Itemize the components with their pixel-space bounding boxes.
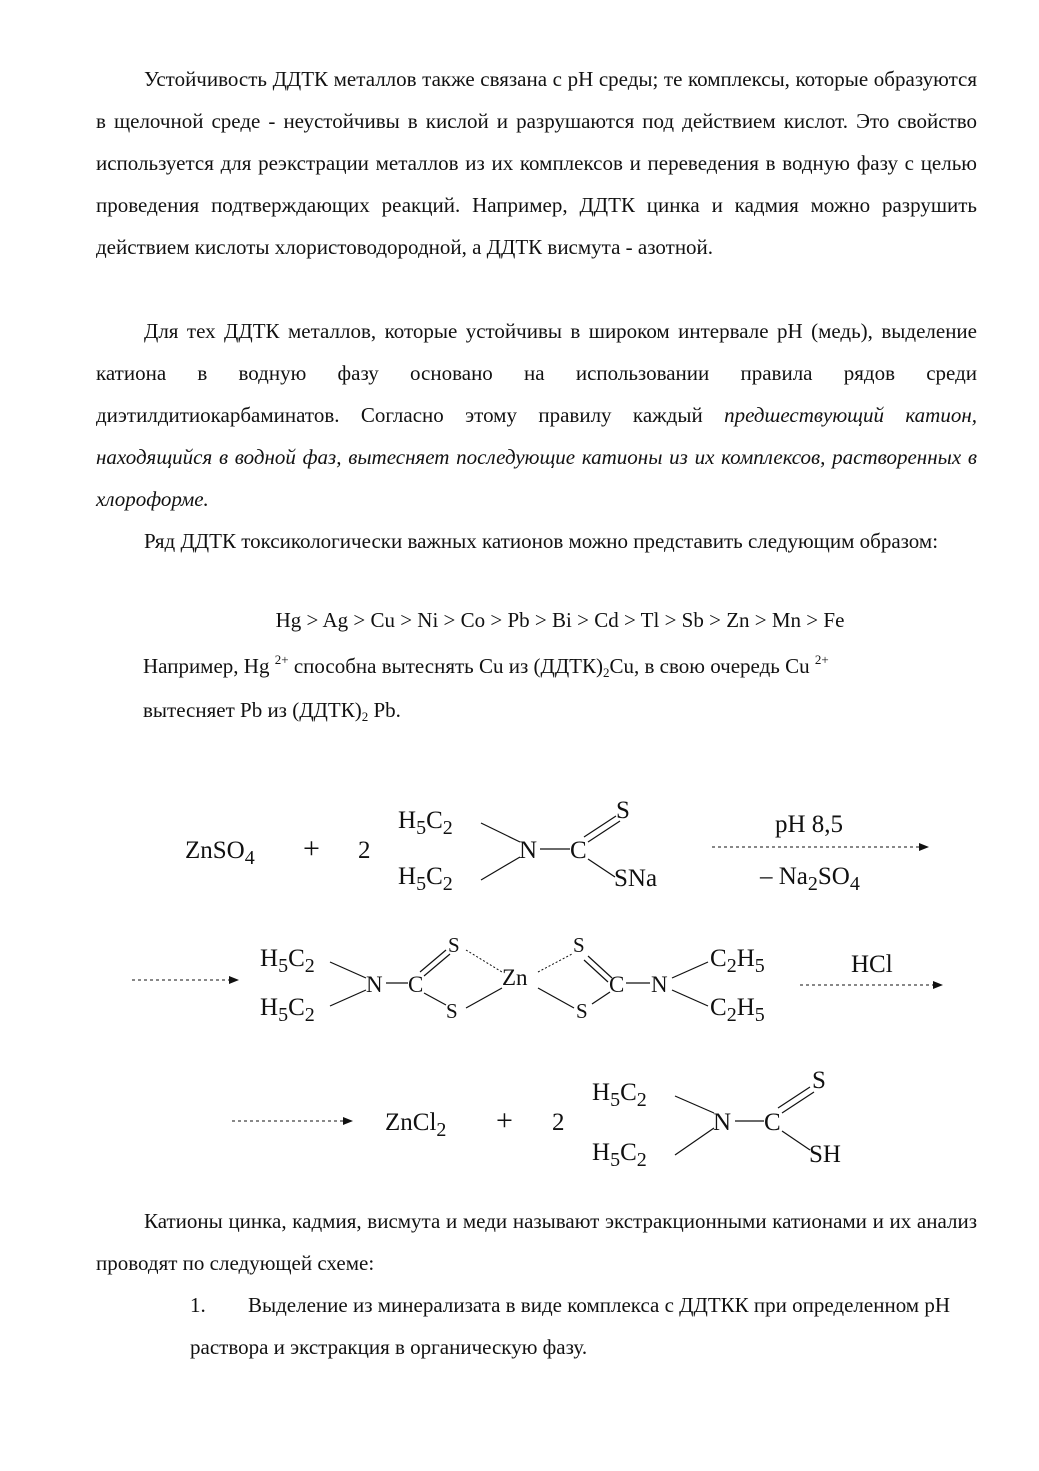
paragraph-series-rule-text: Для тех ДДТК металлов, которые устойчивы в широком интервале pH (медь), выделение катиона в водную фазу основано на использовании правила рядов среди диэтилдитиокарбаминатов. Согласно этому правилу каждый — [96, 319, 977, 427]
bond-line — [481, 857, 520, 880]
nitrogen-atom: N — [519, 837, 538, 864]
bond-line — [672, 990, 708, 1006]
paragraph-stability-text: Устойчивость ДДТК металлов также связана с pH среды; те комплексы, которые образуются в щелочной среде - неустойчивы в кислой и разрушаются под действием кислот. Это свойство используется для реэкстрации металлов из их комплексов и переведения в водную фазу с целью проведения подтверждающих реакций. Например, ДДТК цинка и кадмия можно разрушить действием кислоты хлористоводородной, а ДДТК висмута - азотной. — [96, 67, 977, 259]
reaction-scheme — [0, 770, 1039, 1190]
sulfur-atom: S — [446, 999, 458, 1023]
sh-group: SH — [809, 1141, 841, 1168]
ethyl-group-5: $C_2H_5$ — [710, 945, 765, 977]
minus-na2so4: – $Na_2SO_4$ — [760, 863, 860, 895]
example-line-2: вытесняет Pb из $(ДДТК)_2$ Pb. — [143, 698, 401, 724]
ethyl-group-3: $H_5C_2$ — [260, 945, 315, 977]
cation-series: Hg > Ag > Cu > Ni > Co > Pb > Bi > Cd > Tl > Sb > Zn > Mn > Fe — [275, 608, 845, 632]
list-item — [190, 1284, 977, 1368]
plus-sign-2: + — [496, 1104, 513, 1137]
row-2-zinc-complex — [132, 933, 942, 1026]
coordination-bond — [466, 950, 502, 972]
bond-line — [782, 1131, 810, 1150]
bond-line — [330, 962, 366, 978]
row-1-reactants — [185, 797, 928, 895]
ethyl-group-1: $H_5C_2$ — [398, 807, 453, 839]
bond-line — [424, 993, 446, 1005]
sulfur-atom: S — [812, 1067, 826, 1094]
ph-condition: pH 8,5 — [775, 811, 844, 838]
sulfur-atom: S — [573, 933, 585, 957]
zncl2-formula: ZnCl$_2$ — [385, 1109, 447, 1141]
bond-line — [481, 823, 520, 842]
bond-line — [538, 988, 574, 1008]
nitrogen-atom: N — [366, 972, 383, 997]
paragraph-stability — [96, 58, 977, 268]
ethyl-group-2: $H_5C_2$ — [398, 863, 453, 895]
znso4-formula: ZnSO$_4$ — [185, 837, 255, 869]
paragraph-extraction-cations-text: Катионы цинка, кадмия, висмута и меди называют экстракционными катионами и их анализ проводят по следующей схеме: — [96, 1209, 977, 1275]
paragraph-toxic-cations — [96, 520, 977, 562]
nitrogen-atom: N — [713, 1109, 732, 1136]
paragraph-extraction-cations — [96, 1200, 977, 1284]
bond-line — [330, 990, 366, 1006]
row-3-products — [232, 1067, 841, 1171]
carbon-atom: C — [408, 972, 424, 997]
coordination-bond — [538, 954, 572, 972]
ethyl-group-7: $H_5C_2$ — [592, 1079, 647, 1111]
bond-line — [672, 962, 708, 978]
hcl-reagent: HCl — [851, 951, 893, 978]
list-item-text: Выделение из минерализата в виде комплекса с ДДТКК при определенном pH раствора и экстракция в органическую фазу. — [190, 1293, 951, 1359]
plus-sign-1: + — [303, 832, 320, 865]
ethyl-group-6: $C_2H_5$ — [710, 994, 765, 1026]
bond-line — [592, 992, 610, 1004]
zinc-atom: Zn — [502, 965, 528, 990]
ethyl-group-4: $H_5C_2$ — [260, 994, 315, 1026]
list-item-number: 1. — [190, 1293, 206, 1317]
coefficient-2-a: 2 — [358, 837, 371, 864]
coefficient-2-b: 2 — [552, 1109, 565, 1136]
bond-line — [588, 859, 615, 877]
sulfur-atom: S — [576, 999, 588, 1023]
series-rule-italic: предшествующий катион, находящийся в водной фаз, вытесняет последующие катионы из их комплексов, растворенных в хлороформе. — [96, 403, 977, 511]
paragraph-toxic-cations-text: Ряд ДДТК токсикологически важных катионов можно представить следующим образом: — [144, 529, 939, 553]
sulfur-atom: S — [448, 933, 460, 957]
nitrogen-atom: N — [651, 972, 668, 997]
carbon-atom: C — [609, 972, 625, 997]
paragraph-series-rule — [96, 310, 977, 520]
carbon-atom: C — [764, 1109, 781, 1136]
bond-line — [466, 988, 502, 1008]
sna-group: SNa — [614, 865, 658, 892]
bond-line — [675, 1096, 714, 1113]
example-line-1: Например, Hg $^{2+}$ способна вытеснять Cu из $(ДДТК)_2Cu$, в свою очередь Cu $^{2+}$ — [143, 652, 829, 680]
sulfur-atom: S — [616, 797, 630, 824]
carbon-atom: C — [570, 837, 587, 864]
ethyl-group-8: $H_5C_2$ — [592, 1139, 647, 1171]
bond-line — [675, 1128, 714, 1155]
